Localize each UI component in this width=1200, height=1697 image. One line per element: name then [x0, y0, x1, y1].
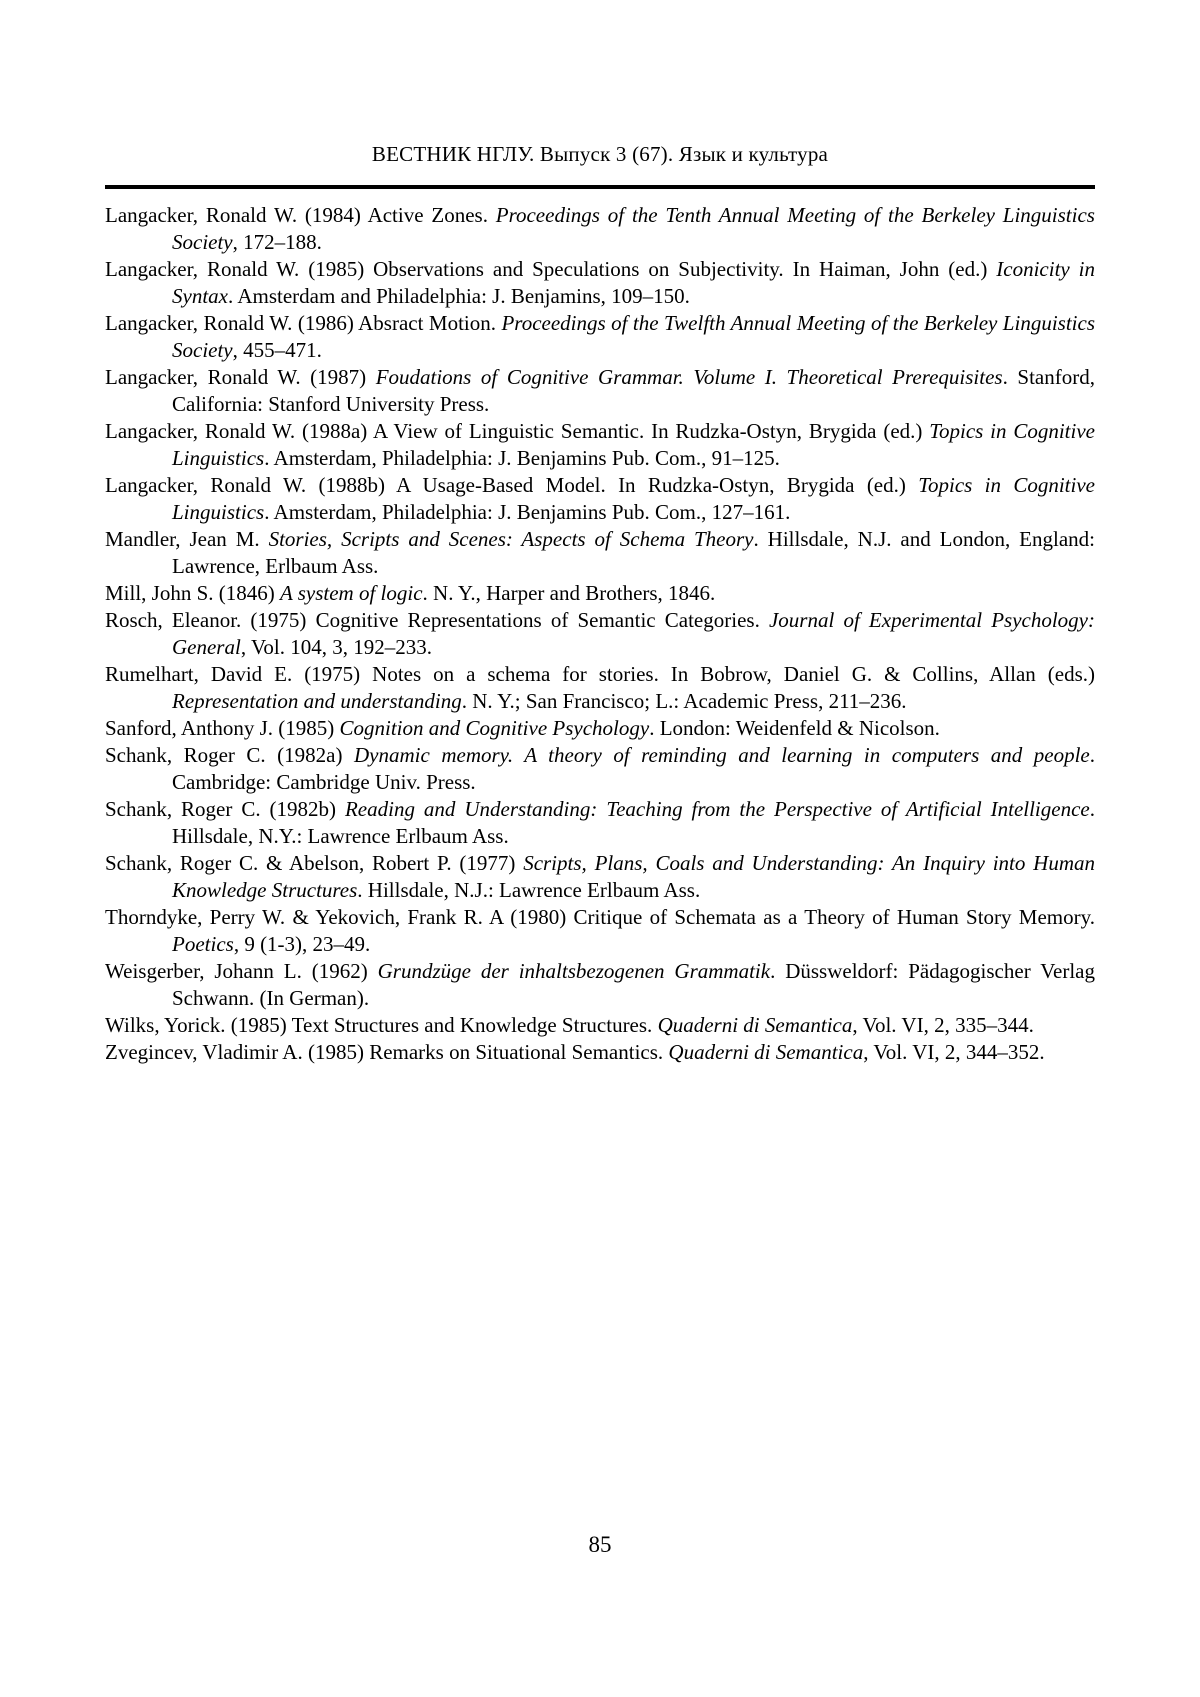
reference-title-italic: Quaderni di Semantica — [668, 1040, 864, 1064]
reference-text: . Amsterdam, Philadelphia: J. Benjamins Pub. Com., 127–161. — [264, 500, 791, 524]
reference-text: . London: Weidenfeld & Nicolson. — [649, 716, 940, 740]
reference-entry — [105, 310, 1095, 364]
reference-entry — [105, 958, 1095, 1012]
reference-text: . Amsterdam and Philadelphia: J. Benjamins, 109–150. — [227, 284, 690, 308]
reference-text: Wilks, Yorick. (1985) Text Structures and Knowledge Structures. — [105, 1013, 658, 1037]
running-head-title: ВЕСТНИК НГЛУ. Выпуск 3 (67). Язык и культура — [371, 142, 829, 166]
reference-text: Langacker, Ronald W. (1988b) A Usage-Based Model. In Rudzka-Ostyn, Brygida (ed.) — [105, 473, 919, 497]
reference-title-italic: Quaderni di Semantica — [657, 1013, 853, 1037]
reference-text: Mill, John S. (1846) — [105, 581, 281, 605]
reference-text: Schank, Roger C. (1982a) — [105, 743, 355, 767]
reference-entry — [105, 904, 1095, 958]
reference-text: Langacker, Ronald W. (1987) — [105, 365, 376, 389]
reference-text: Weisgerber, Johann L. (1962) — [105, 959, 378, 983]
reference-text: Schank, Roger C. & Abelson, Robert P. (1977) — [105, 851, 524, 875]
reference-text: Langacker, Ronald W. (1984) Active Zones. — [105, 203, 496, 227]
reference-text: . N. Y., Harper and Brothers, 1846. — [422, 581, 716, 605]
reference-title-italic: Topics in Cognitive Linguistics — [172, 473, 1095, 524]
reference-entry — [105, 661, 1095, 715]
reference-text: , Vol. 104, 3, 192–233. — [240, 635, 432, 659]
reference-text: Langacker, Ronald W. (1986) Absract Motion. — [105, 311, 502, 335]
reference-entry — [105, 607, 1095, 661]
reference-text: . Hillsdale, N.J.: Lawrence Erlbaum Ass. — [357, 878, 701, 902]
reference-text: Langacker, Ronald W. (1988a) A View of Linguistic Semantic. In Rudzka-Ostyn, Brygida (ed.) — [105, 419, 930, 443]
reference-text: , 172–188. — [232, 230, 322, 254]
reference-entry — [105, 850, 1095, 904]
reference-entry — [105, 202, 1095, 256]
reference-text: . Hillsdale, N.J. and London, England: Lawrence, Erlbaum Ass. — [172, 527, 1095, 578]
reference-text: Sanford, Anthony J. (1985) — [105, 716, 340, 740]
reference-text: Rumelhart, David E. (1975) Notes on a schema for stories. In Bobrow, Daniel G. & Collins, Allan (eds.) — [105, 662, 1095, 686]
reference-entry — [105, 1012, 1095, 1039]
reference-text: Mandler, Jean M. — [105, 527, 269, 551]
reference-text: . Düssweldorf: Pädagogischer Verlag Schwann. (In German). — [172, 959, 1096, 1010]
reference-text: Zvegincev, Vladimir A. (1985) Remarks on Situational Semantics. — [105, 1040, 669, 1064]
reference-text: Thorndyke, Perry W. & Yekovich, Frank R. A (1980) Critique of Schemata as a Theory of Human Story Memory. — [105, 905, 1095, 929]
reference-text: . Stanford, California: Stanford University Press. — [172, 365, 1095, 416]
reference-title-italic: Grundzüge der inhaltsbezogenen Grammatik — [377, 959, 771, 983]
reference-text: Langacker, Ronald W. (1985) Observations and Speculations on Subjectivity. In Haiman, John (ed.) — [105, 257, 997, 281]
reference-title-italic: Cognition and Cognitive Psychology — [339, 716, 650, 740]
reference-title-italic: A system of logic — [280, 581, 423, 605]
page-number: 85 — [588, 1532, 612, 1557]
references-list — [105, 202, 1095, 1066]
reference-entry — [105, 580, 1095, 607]
reference-title-italic: Journal of Experimental Psychology: General — [172, 608, 1095, 659]
reference-text: . Cambridge: Cambridge Univ. Press. — [172, 743, 1095, 794]
reference-text: Schank, Roger C. (1982b) — [105, 797, 345, 821]
reference-entry — [105, 526, 1095, 580]
reference-title-italic: Scripts, Plans, Coals and Understanding: An Inquiry into Human Knowledge Structures — [172, 851, 1095, 902]
reference-text: Rosch, Eleanor. (1975) Cognitive Representations of Semantic Categories. — [105, 608, 769, 632]
reference-title-italic: Reading and Understanding: Teaching from the Perspective of Artificial Intelligence — [344, 797, 1090, 821]
reference-entry — [105, 1039, 1095, 1066]
reference-entry — [105, 472, 1095, 526]
reference-title-italic: Foudations of Cognitive Grammar. Volume I. Theoretical Prerequisites — [375, 365, 1003, 389]
reference-text: , 455–471. — [232, 338, 322, 362]
reference-text: . N. Y.; San Francisco; L.: Academic Press, 211–236. — [461, 689, 907, 713]
reference-entry — [105, 715, 1095, 742]
reference-text: . Amsterdam, Philadelphia: J. Benjamins Pub. Com., 91–125. — [264, 446, 780, 470]
reference-title-italic: Stories, Scripts and Scenes: Aspects of Schema Theory — [268, 527, 754, 551]
reference-text: . Hillsdale, N.Y.: Lawrence Erlbaum Ass. — [172, 797, 1095, 848]
reference-title-italic: Topics in Cognitive Linguistics — [172, 419, 1095, 470]
reference-title-italic: Dynamic memory. A theory of reminding and learning in computers and people — [354, 743, 1090, 767]
reference-text: , Vol. VI, 2, 344–352. — [863, 1040, 1045, 1064]
reference-entry — [105, 256, 1095, 310]
reference-entry — [105, 742, 1095, 796]
reference-entry — [105, 796, 1095, 850]
reference-entry — [105, 364, 1095, 418]
reference-text: , Vol. VI, 2, 335–344. — [852, 1013, 1034, 1037]
reference-entry — [105, 418, 1095, 472]
reference-title-italic: Poetics — [172, 932, 234, 956]
header-rule-divider — [105, 185, 1095, 189]
reference-title-italic: Proceedings of the Twelfth Annual Meeting of the Berkeley Linguistics Society — [172, 311, 1095, 362]
reference-title-italic: Representation and understanding — [172, 689, 462, 713]
reference-text: , 9 (1-3), 23–49. — [233, 932, 371, 956]
reference-title-italic: Iconicity in Syntax — [172, 257, 1095, 308]
reference-title-italic: Proceedings of the Tenth Annual Meeting of the Berkeley Linguistics Society — [172, 203, 1095, 254]
